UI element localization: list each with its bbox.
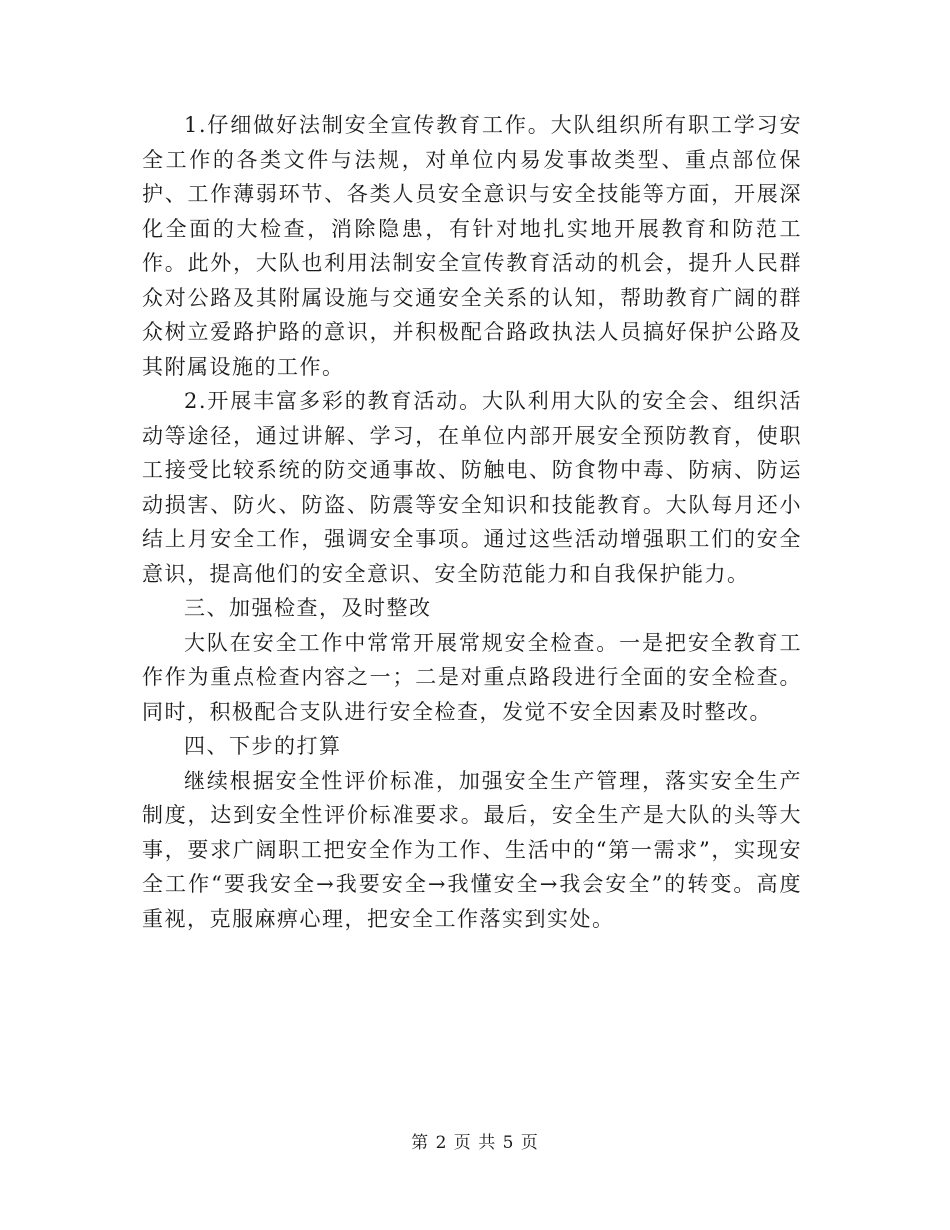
document-body: [142, 108, 802, 936]
section-heading-next-steps: 四、下步的打算: [184, 734, 342, 758]
page-number-footer: 第 2 页 共 5 页: [411, 1133, 539, 1153]
paragraph-legal-safety-education: 1.仔细做好法制安全宣传教育工作。大队组织所有职工学习安全工作的各类文件与法规，对单位内易发事故类型、重点部位保护、工作薄弱环节、各类人员安全意识与安全技能等方面，开展深化全面的大检查，消除隐患，有针对地扎实地开展教育和防范工作。此外，大队也利用法制安全宣传教育活动的机会，提升人民群众对公路及其附属设施与交通安全关系的认知，帮助教育广阔的群众树立爱路护路的意识，并积极配合路政执法人员搞好保护公路及其附属设施的工作。: [142, 113, 802, 379]
section-heading-inspection: 三、加强检查，及时整改: [184, 596, 432, 620]
paragraph-next-steps: 继续根据安全性评价标准，加强安全生产管理，落实安全生产制度，达到安全性评价标准要求。最后，安全生产是大队的头等大事，要求广阔职工把安全作为工作、生活中的“第一需求”，实现安全工作“要我安全→我要安全→我懂安全→我会安全”的转变。高度重视，克服麻痹心理，把安全工作落实到实处。: [142, 768, 802, 931]
paragraph-inspection: 大队在安全工作中常常开展常规安全检查。一是把安全教育工作作为重点检查内容之一；二是对重点路段进行全面的安全检查。同时，积极配合支队进行安全检查，发觉不安全因素及时整改。: [142, 630, 802, 724]
paragraph-education-activities: 2.开展丰富多彩的教育活动。大队利用大队的安全会、组织活动等途径，通过讲解、学习，在单位内部开展安全预防教育，使职工接受比较系统的防交通事故、防触电、防食物中毒、防病、防运动损害、防火、防盗、防震等安全知识和技能教育。大队每月还小结上月安全工作，强调安全事项。通过这些活动增强职工们的安全意识，提高他们的安全意识、安全防范能力和自我保护能力。: [142, 389, 802, 586]
